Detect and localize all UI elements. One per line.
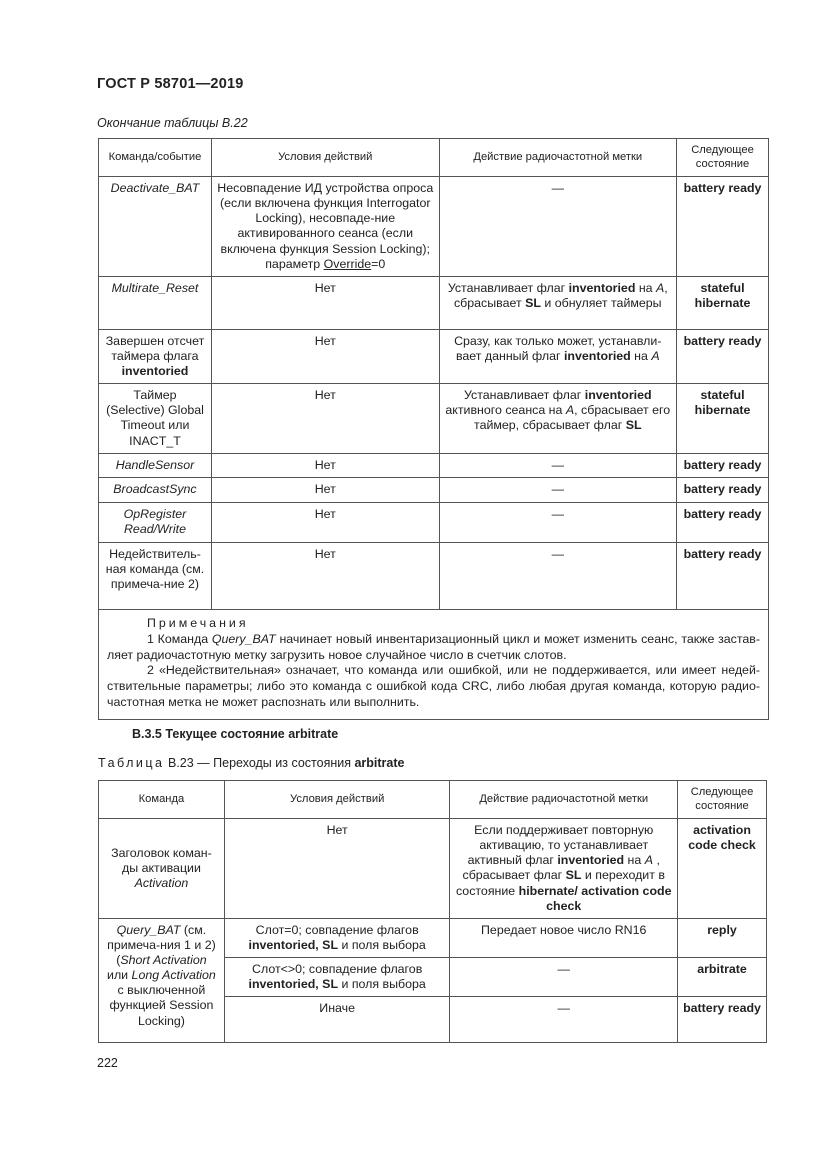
cell-action: Сразу, как только может, устанавли-вает данный флаг inventoried на A (439, 329, 677, 383)
cell-command: Multirate_Reset (99, 276, 212, 329)
cell-action: Передает новое число RN16 (450, 918, 678, 957)
header-next-state: Следующее состояние (678, 781, 767, 819)
table-b23-caption: Таблица В.23 — Переходы из состояния arbitrate (98, 756, 405, 770)
cell-command: HandleSensor (99, 453, 212, 477)
cell-action: — (439, 453, 677, 477)
page-number: 222 (97, 1056, 118, 1070)
cell-conditions: Слот=0; совпадение флагов inventoried, SL и поля выбора (224, 918, 450, 957)
header-conditions: Условия действий (224, 781, 450, 819)
table-notes-row (99, 609, 769, 719)
cell-next-state: activation code check (678, 819, 767, 919)
cell-conditions: Нет (211, 329, 439, 383)
cell-action: Если поддерживает повторную активацию, то устанавливает активный флаг inventoried на A , сбрасывает флаг SL и переходит в состояние hibernate/ activation code check (450, 819, 678, 919)
cell-next-state: battery ready (677, 453, 769, 477)
table-row (99, 329, 769, 383)
table-b22 (98, 138, 769, 720)
cell-command: BroadcastSync (99, 477, 212, 502)
table-row (99, 819, 767, 919)
header-next-state: Следующее состояние (677, 139, 769, 177)
cell-conditions: Нет (224, 819, 450, 919)
table-row (99, 384, 769, 454)
cell-action: — (439, 477, 677, 502)
cell-conditions: Иначе (224, 997, 450, 1043)
note-1: 1 Команда Query_BAT начинает новый инвентаризационный цикл и может изменить сеанс, также застав-ляет радиочастотную метку загрузить новое случайное число в счетчик слотов. (107, 631, 760, 662)
cell-next-state: reply (678, 918, 767, 957)
cell-action: Устанавливает флаг inventoried на A, сбрасывает SL и обнуляет таймеры (439, 276, 677, 329)
table-row (99, 542, 769, 609)
table-row (99, 177, 769, 277)
cell-command: Заголовок коман-ды активации Activation (99, 819, 225, 919)
cell-conditions: Нет (211, 542, 439, 609)
table-row (99, 477, 769, 502)
cell-next-state: battery ready (678, 997, 767, 1043)
document-header: ГОСТ Р 58701—2019 (97, 76, 244, 92)
cell-conditions: Нет (211, 384, 439, 454)
header-action: Действие радиочастотной метки (450, 781, 678, 819)
table-continuation-caption: Окончание таблицы В.22 (97, 116, 248, 130)
cell-action: — (450, 997, 678, 1043)
cell-next-state: stateful hibernate (677, 276, 769, 329)
cell-next-state: battery ready (677, 502, 769, 542)
cell-command: Недействитель-ная команда (см. примеча-ние 2) (99, 542, 212, 609)
header-action: Действие радиочастотной метки (439, 139, 677, 177)
cell-conditions: Нет (211, 453, 439, 477)
table-row (99, 276, 769, 329)
cell-action: — (439, 177, 677, 277)
cell-conditions: Нет (211, 502, 439, 542)
cell-conditions: Слот<>0; совпадение флагов inventoried, SL и поля выбора (224, 958, 450, 997)
table-b23 (98, 780, 767, 1043)
header-command: Команда (99, 781, 225, 819)
table-row (99, 453, 769, 477)
cell-action: — (439, 502, 677, 542)
table-header-row (99, 781, 767, 819)
cell-command: Deactivate_BAT (99, 177, 212, 277)
table-row (99, 502, 769, 542)
cell-next-state: battery ready (677, 542, 769, 609)
cell-conditions: Нет (211, 276, 439, 329)
cell-next-state: stateful hibernate (677, 384, 769, 454)
cell-next-state: battery ready (677, 177, 769, 277)
table-row (99, 918, 767, 957)
section-heading: В.3.5 Текущее состояние arbitrate (132, 727, 339, 741)
note-2: 2 «Недействительная» означает, что команда или ошибкой, или не поддерживается, или имеет недей-ствительные параметры; либо это команда с ошибкой кода CRC, либо любая другая команда, которую радио-частотная метка не может распознать или выполнить. (107, 663, 760, 710)
cell-conditions: Нет (211, 477, 439, 502)
cell-action: — (450, 958, 678, 997)
table-header-row (99, 139, 769, 177)
cell-command: Завершен отсчет таймера флага inventoried (99, 329, 212, 383)
cell-next-state: arbitrate (678, 958, 767, 997)
notes-heading: Примечания (147, 615, 249, 630)
cell-action: — (439, 542, 677, 609)
cell-next-state: battery ready (677, 329, 769, 383)
cell-command: Query_BAT (см. примеча-ния 1 и 2) (Short Activation или Long Activation с выключенной функцией Session Locking) (99, 918, 225, 1043)
header-command: Команда/событие (99, 139, 212, 177)
table-notes (99, 609, 769, 719)
cell-command: Таймер (Selective) Global Timeout или INACT_T (99, 384, 212, 454)
header-conditions: Условия действий (211, 139, 439, 177)
cell-next-state: battery ready (677, 477, 769, 502)
cell-command: OpRegister Read/Write (99, 502, 212, 542)
cell-conditions: Несовпадение ИД устройства опроса (если включена функция Interrogator Locking), несовпаде-ние активированного сеанса (если включена функция Session Locking); параметр Override=0 (211, 177, 439, 277)
cell-action: Устанавливает флаг inventoried активного сеанса на A, сбрасывает его таймер, сбрасывает флаг SL (439, 384, 677, 454)
